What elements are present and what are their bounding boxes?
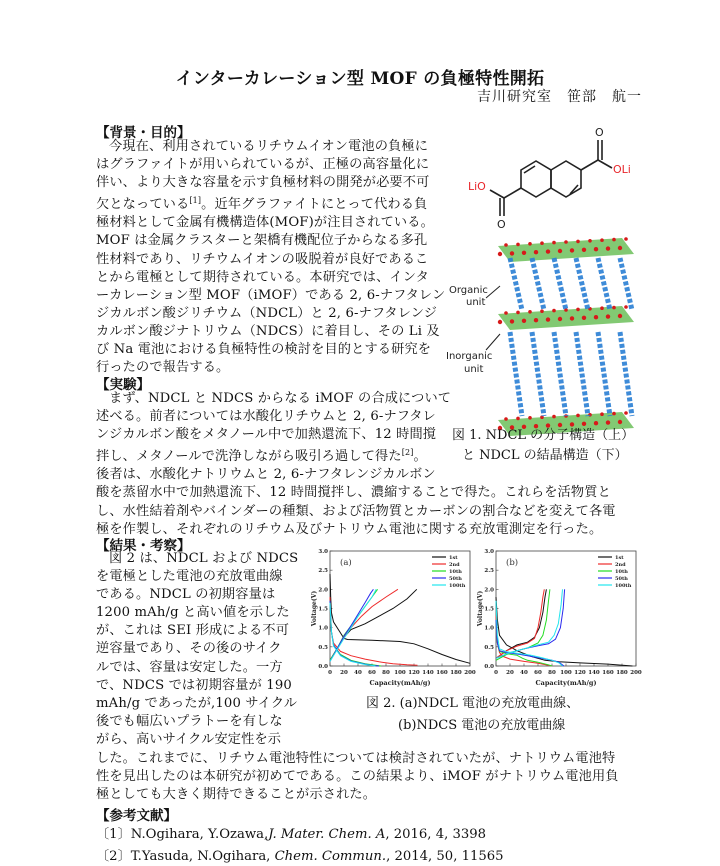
figure-1 [446,118,642,464]
y-tick-label: 3.0 [318,549,328,555]
x-tick-label: 60 [368,670,376,676]
legend-label: 1st [615,555,624,561]
text-line: 極としても大きく期待できることが示された。 [96,787,377,803]
text-line: 逆容量であり、その後のサイク [96,641,282,657]
oxygen-atom [618,314,622,318]
oxygen-atom [534,250,538,254]
citation-2[interactable]: [2] [401,448,414,458]
oxygen-atom [612,412,616,416]
organic-unit [554,332,566,416]
text-line: 今現在、利用されているリチウムイオン電池の負極に [109,139,429,154]
text-line: 行ったので報告する。 [96,360,230,376]
naphthalene-ring-right [551,161,581,197]
text-line: で、NDCS では初期容量が 190 [96,677,292,693]
y-tick-label: 0.0 [484,664,494,670]
text-line: 性を見出したのは本研究が初めてである。この結果より、iMOF がナトリウム電池用負 [96,769,619,785]
oxygen-atom [582,248,586,252]
x-tick-label: 160 [436,670,448,676]
series-50th-discharge-line [496,620,564,666]
x-tick-label: 40 [354,670,362,676]
oxygen-atom [516,311,520,315]
text-line: 後者は、水酸化ナトリウムと 2, 6-ナフタレンジカルボン [96,467,436,483]
x-tick-label: 80 [382,670,390,676]
results-paragraph-wide [96,750,656,804]
series-50th-charge-line [496,589,565,658]
oxygen-atom [528,416,532,420]
results-paragraph-narrow [96,550,306,749]
organic-unit-label: Organic [449,285,488,296]
figure-1-caption-line: 図 1. NDCL の分子構造（上） [452,428,635,443]
oxygen-atom [582,316,586,320]
author-line: 吉川研究室 笹部 航一 [477,89,642,105]
oxygen-atom [546,317,550,321]
oxygen-atom [576,308,580,312]
oxygen-atom [510,251,514,255]
organic-unit [532,258,544,310]
oxygen-atom [612,306,616,310]
organic-unit [510,258,522,310]
text-line: である。NDCL の初期容量は [96,587,276,603]
oxygen-atom [588,413,592,417]
paper-title: インターカレーション型 MOF の負極特性開拓 [175,69,545,89]
oxygen-atom [528,310,532,314]
text-line: び Na 電池における負極特性の検討を目的とする研究を [96,342,432,358]
organic-unit [620,332,632,416]
x-tick-label: 120 [574,670,586,676]
figure-1-caption-line: と NDCL の結晶構造（下） [462,448,628,463]
oxygen-atom [612,238,616,242]
text-line: mAh/g であったが,100 サイクル [96,695,298,711]
reference-authors: T.Yasuda, N.Ogihara, [130,849,275,864]
series-1st-charge-line [330,589,417,660]
x-tick-label: 140 [422,670,434,676]
oxygen-atom [534,318,538,322]
text-fragment: 拌し、メタノールで洗浄しながら吸引ろ過して得た [96,449,402,465]
oxygen-atom [570,248,574,252]
oxygen-atom [552,241,556,245]
ndcl-molecule [490,140,612,216]
y-tick-label: 1.5 [484,606,494,613]
x-tick-label: 0 [328,670,332,676]
oxygen-atom [570,316,574,320]
oxygen-atom [516,243,520,247]
oxygen-atom [618,246,622,250]
oxygen-atom [504,311,508,315]
heading-experiment: 【実験】 [96,377,150,393]
oxygen-atom [576,414,580,418]
oxygen-atom [504,417,508,421]
oxygen-atom [588,239,592,243]
ester-bond [490,190,504,198]
x-tick-label: 20 [340,670,348,676]
x-tick-label: 120 [408,670,420,676]
text-line: し、水性結着剤やバインダーの種類、および活物質とカーボンの割合などを変えて各電 [96,503,616,519]
oxygen-atom [516,417,520,421]
oxygen-atom [600,238,604,242]
reference-number: 〔2〕 [96,849,131,864]
organic-unit [598,332,610,416]
inorganic-arrow-icon [486,334,500,350]
x-tick-label: 100 [560,670,572,676]
citation-1[interactable]: [1] [189,196,202,206]
chart-panel-b [476,545,646,690]
oxygen-atom [552,415,556,419]
reference-number: 〔1〕 [96,827,131,842]
x-tick-label: 200 [464,670,476,676]
organic-unit [554,258,566,310]
legend-label: 10th [615,569,628,575]
oxygen-atom [522,251,526,255]
oxygen-atom [552,309,556,313]
oxygen-atom [600,412,604,416]
x-tick-label: 180 [616,670,628,676]
figure-2-caption-line: 図 2. (a)NDCL 電池の充放電曲線、 [366,696,580,711]
x-tick-label: 60 [534,670,542,676]
heading-results: 【結果・考察】 [96,538,191,554]
text-fragment: 欠となっている [96,197,190,213]
text-line: 性材料であり、リチウムイオンの吸脱着が良好であるこ [96,251,429,267]
organic-unit [576,332,588,416]
series-2nd-charge-line [330,589,398,660]
text-line: 1200 mAh/g と高い値を示した [96,605,290,621]
legend-label: 1st [449,555,458,561]
carboxyl-bond [504,188,521,198]
oxygen-atom [558,249,562,253]
reference-details: , 2014, 50, 11565 [386,849,504,864]
legend-label: 10th [449,569,462,575]
series-2nd-discharge-line [330,597,418,665]
oxygen-atom [594,247,598,251]
text-line: 極を作製し、それぞれのリチウム及びナトリウム電池に関する充放電測定を行った。 [96,521,603,537]
x-tick-label: 140 [588,670,600,676]
text-line: MOF は金属クラスターと架橋有機配位子からなる多孔 [96,233,428,249]
naphthalene-ring-left [521,161,551,197]
inorganic-unit-label: unit [464,364,484,375]
oxygen-atom [540,241,544,245]
y-tick-label: 2.0 [318,587,328,594]
text-line [96,192,444,214]
legend-label: 2nd [449,562,460,568]
organic-unit [532,332,544,416]
oxygen-atom [576,240,580,244]
organic-unit [598,258,610,310]
text-line: 極材料として金属有機構造体(MOF)が注目されている。 [96,215,434,231]
reference-item [96,823,486,842]
y-tick-label: 0.5 [484,644,494,651]
y-tick-label: 2.5 [484,568,494,575]
chart-panel-a [310,545,480,690]
oxygen-atom [606,314,610,318]
x-tick-label: 20 [506,670,514,676]
heading-background: 【背景・目的】 [96,125,191,141]
reference-item [96,845,504,864]
oxygen-atom [528,242,532,246]
y-axis-label: Voltage(V) [477,590,484,627]
oxygen-atom [594,315,598,319]
y-tick-label: 1.5 [318,606,328,613]
heading-references: 【参考文献】 [96,808,177,824]
text-fragment: 。 [413,449,427,465]
ndcl-crystal-structure [498,237,634,436]
text-line: 伴い、より大きな容量を示す負極材料の開発が必要不可 [96,175,430,191]
x-axis-label: Capacity(mAh/g) [535,679,597,687]
reference-journal: Chem. Commun. [274,849,387,864]
text-line: ジカルボン酸ジリチウム（NDCL）と 2, 6-ナフタレンジ [96,305,438,321]
text-line: ルでは、容量は安定した。一方 [96,659,283,675]
oxygen-atom [558,317,562,321]
oxygen-label: O [595,126,604,139]
text-line: カルボン酸ジナトリウム（NDCS）に着目し、その Li 及 [96,323,440,339]
organic-unit [576,258,588,310]
x-tick-label: 180 [450,670,462,676]
x-tick-label: 100 [394,670,406,676]
legend-label: 50th [615,576,628,582]
organic-arrow-icon [486,286,500,298]
text-line: とから電極として期待されている。本研究では、インタ [96,269,429,285]
text-line: ンジカルボン酸をメタノール中で加熱還流下、12 時間撹 [96,427,437,443]
x-tick-label: 40 [520,670,528,676]
y-tick-label: 3.0 [484,549,494,555]
reference-details: , 2016, 4, 3398 [385,827,487,842]
legend-label: 50th [449,576,462,582]
text-line: が、これは SEI 形成による不可 [96,623,290,639]
organic-unit-label: unit [466,297,486,308]
ester-bond [598,160,612,168]
oli-label: OLi [613,163,631,176]
y-tick-label: 0.5 [318,644,328,651]
legend-label: 100th [449,583,466,589]
reference-journal: J. Mater. Chem. A [268,827,386,842]
y-tick-label: 2.5 [318,568,328,575]
oxygen-atom [522,319,526,323]
oxygen-atom [600,306,604,310]
inorganic-unit-label: Inorganic [446,351,493,362]
legend-label: 100th [615,583,632,589]
oxygen-atom [504,243,508,247]
text-line: 後でも幅広いプラトーを有しな [96,713,283,729]
text-line: はグラファイトが用いられているが、正極の高容量化に [96,157,430,173]
x-tick-label: 160 [602,670,614,676]
text-line: を電極とした電池の充放電曲線 [96,569,283,585]
oxygen-atom [510,319,514,323]
oxygen-atom [624,237,628,241]
reference-authors: N.Ogihara, Y.Ozawa, [130,827,269,842]
text-line: ーカレーション型 MOF（iMOF）である 2, 6-ナフタレン [96,287,446,303]
series-10th-discharge-line [330,601,381,666]
panel-label: (b) [506,558,519,568]
text-line: した。これまでに、リチウム電池特性については検討されていたが、ナトリウム電池特 [96,751,616,766]
y-tick-label: 1.0 [318,625,328,632]
figure-2-caption-line: (b)NDCS 電池の充放電曲線 [398,718,566,733]
oxygen-label: O [497,218,506,231]
y-tick-label: 2.0 [484,587,494,594]
y-tick-label: 0.0 [318,664,328,670]
y-axis-label: Voltage(V) [311,590,318,627]
oxygen-atom [546,249,550,253]
text-line: 酸を蒸留水中で加熱還流下、12 時間撹拌し、濃縮することで得た。これらを活物質と [96,485,611,501]
organic-unit [510,332,522,416]
oxygen-atom [564,240,568,244]
text-fragment: 。近年グラファイトにとって代わる負 [201,197,428,213]
lio-label: LiO [468,180,486,193]
oxygen-atom [606,246,610,250]
oxygen-atom [540,309,544,313]
oxygen-atom [624,305,628,309]
series-10th-charge-line [496,589,550,660]
carboxyl-bond [581,160,598,170]
legend-label: 2nd [615,562,626,568]
x-tick-label: 200 [630,670,642,676]
oxygen-atom [498,252,502,256]
text-line: まず、NDCL と NDCS からなる iMOF の合成について [109,391,452,406]
oxygen-atom [624,411,628,415]
x-tick-label: 80 [548,670,556,676]
oxygen-atom [498,320,502,324]
text-line: がら、高いサイクル安定性を示 [96,731,282,747]
y-tick-label: 1.0 [484,625,494,632]
series-2nd-charge-line [496,589,544,658]
background-paragraph [96,138,444,377]
text-line: 述べる。前者については水酸化リチウムと 2, 6-ナフタレ [96,409,436,425]
x-axis-label: Capacity(mAh/g) [369,679,431,687]
text-line: 図 2 は、NDCL および NDCS [109,551,299,566]
organic-unit [620,258,632,310]
panel-label: (a) [340,558,352,568]
x-tick-label: 0 [494,670,498,676]
